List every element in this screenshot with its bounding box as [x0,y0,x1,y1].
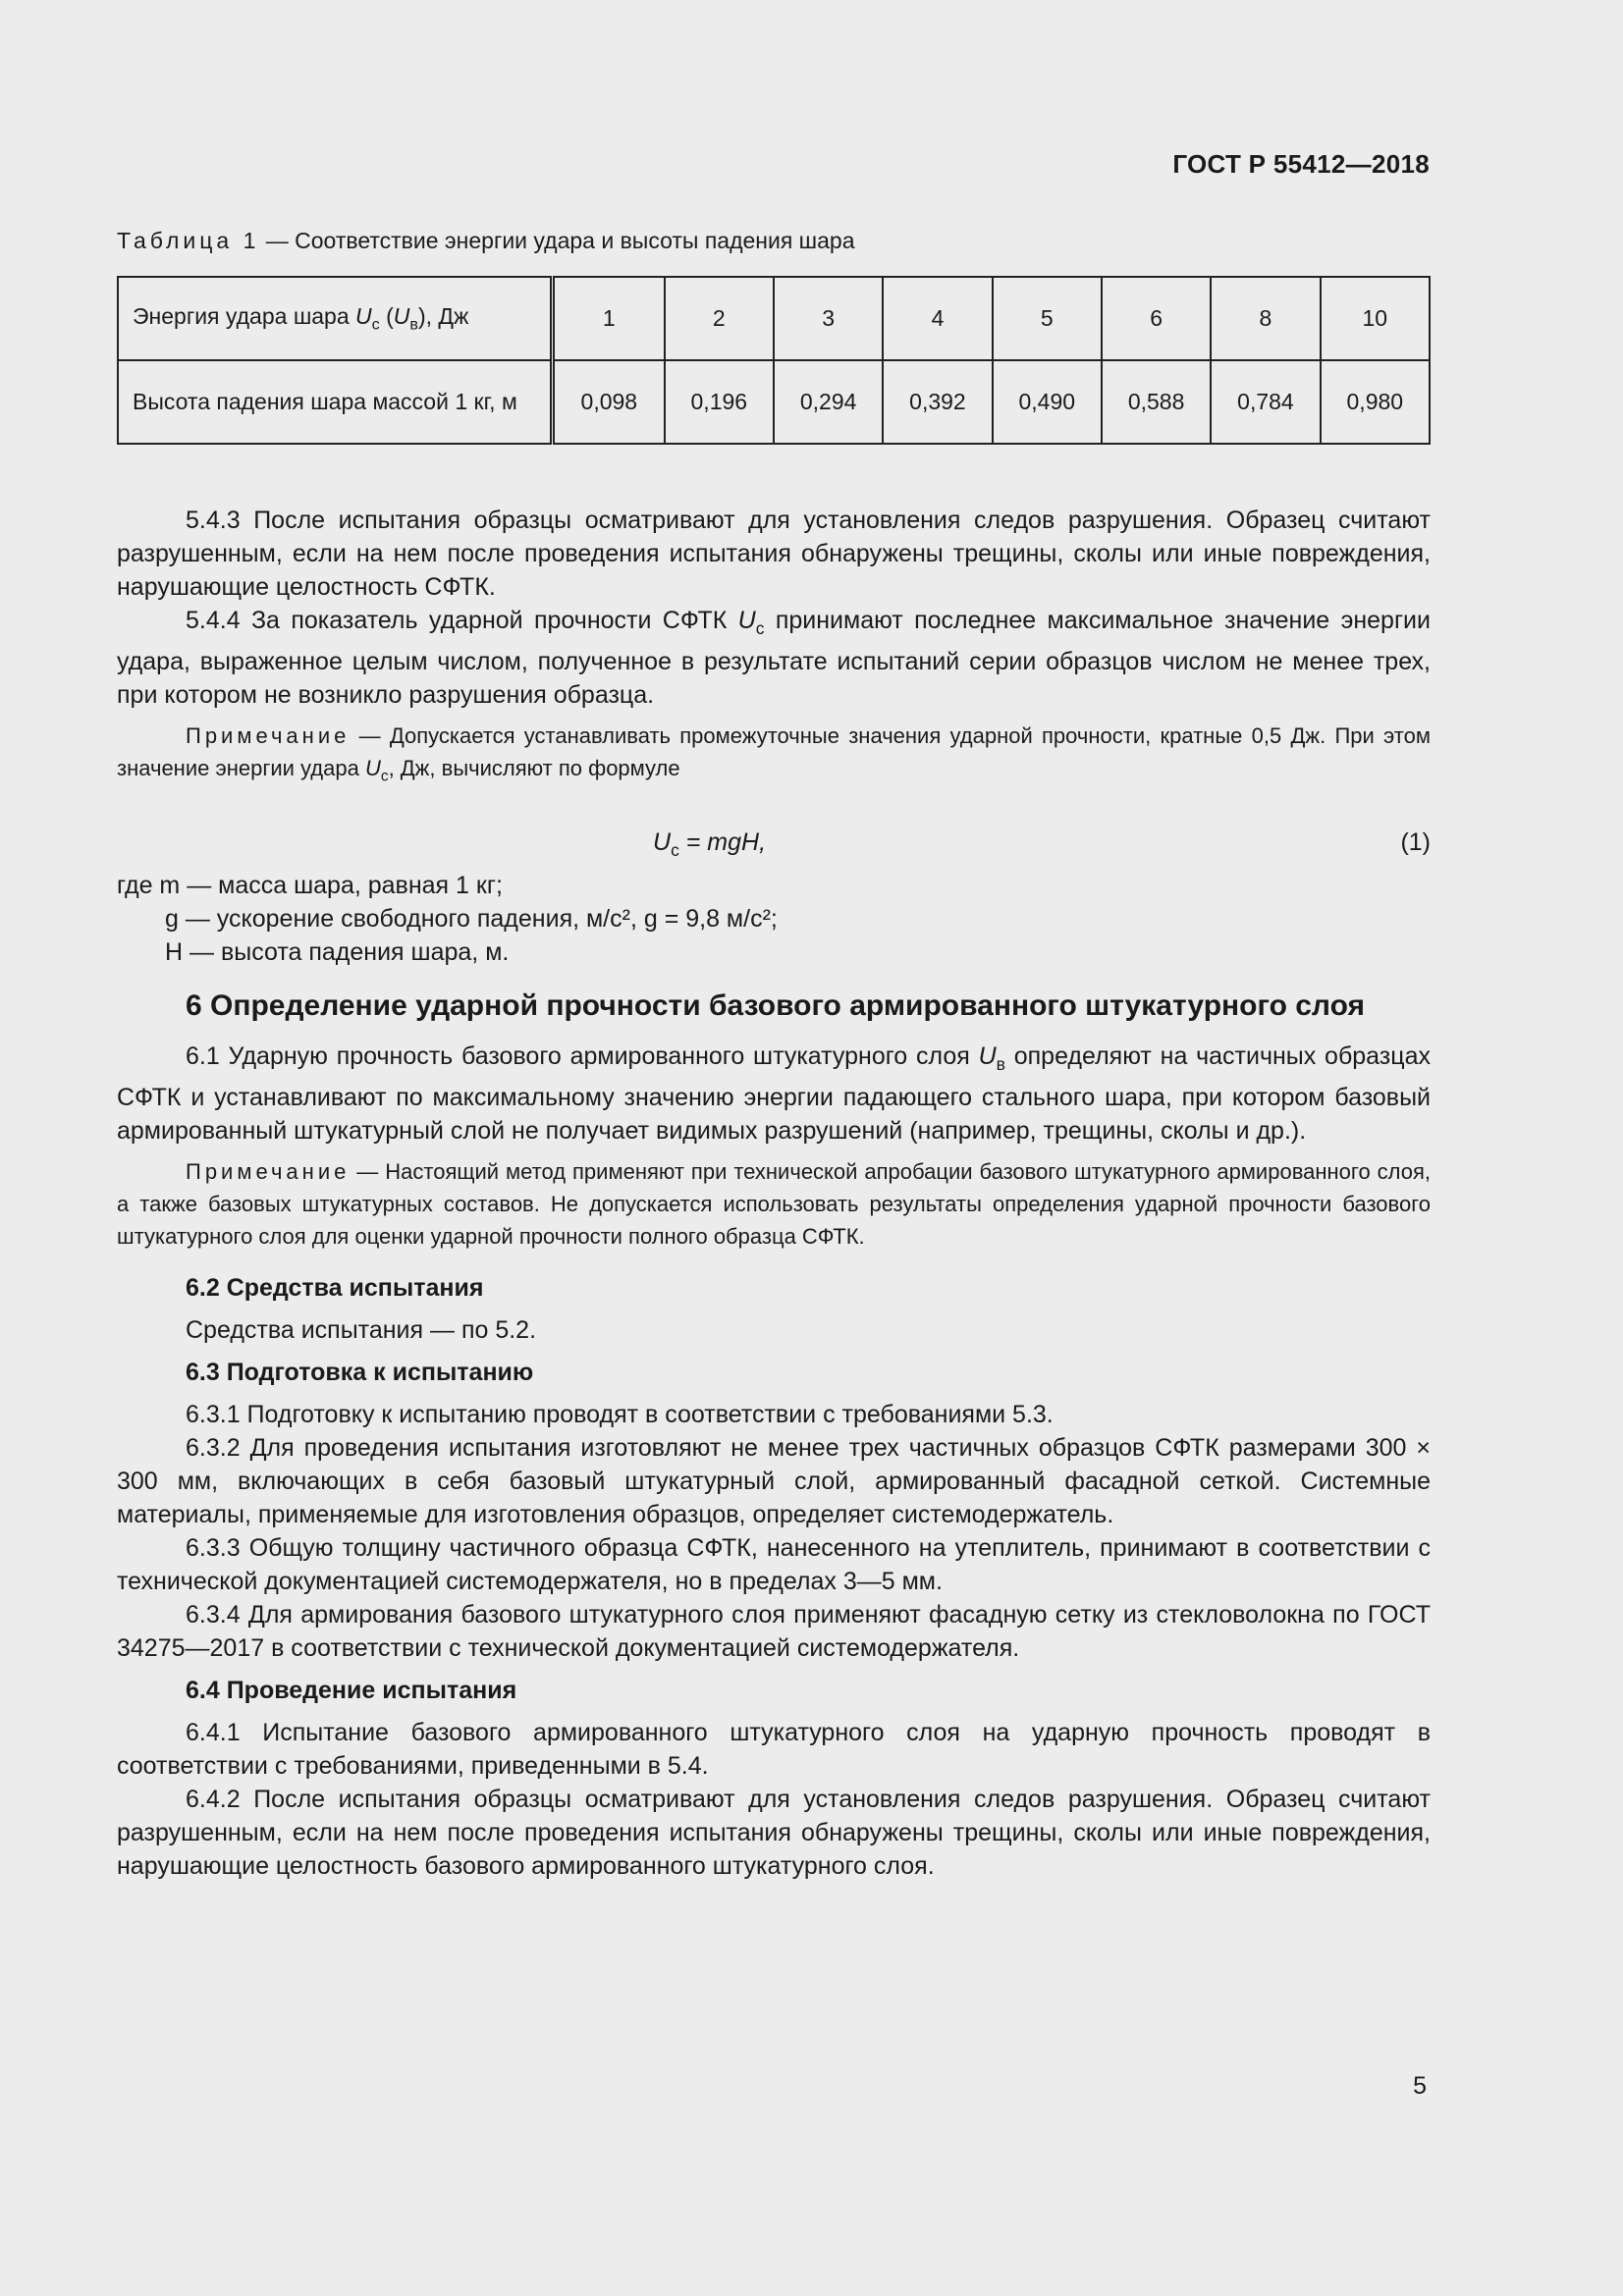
table-cell: 5 [993,277,1102,360]
paragraph-6-4-2: 6.4.2 После испытания образцы осматривают для установления следов разрушения. Образец считают разрушенным, если на нем после проведения испытания обнаружены трещины, сколы или иные повреждения, нарушающие целостность базового армированного штукатурного слоя. [117,1786,1431,1881]
section-6-title: 6 Определение ударной прочности базового армированного штукатурного слоя [186,989,1366,1023]
formula-1 [117,820,1431,869]
paragraph-6-3-1: 6.3.1 Подготовку к испытанию проводят в соответствии с требованиями 5.3. [186,1401,1054,1429]
table-cell: 6 [1102,277,1211,360]
table-cell: 1 [553,277,665,360]
paragraph-6-3-3: 6.3.3 Общую толщину частичного образца СФТК, нанесенного на утеплитель, принимают в соответствии с технической документацией системодержателя, но в пределах 3—5 мм. [117,1534,1431,1596]
table-cell: 0,392 [883,360,992,444]
table-header-energy: Энергия удара шара $U_c$ $(U_в)$, Дж [118,277,553,360]
paragraph-6-3-2: 6.3.2 Для проведения испытания изготовляют не менее трех частичных образцов СФТК размерами 300 × 300 мм, включающих в себя базовый штукатурный слой, армированный фасадной сеткой. Системные материалы, применяемые для изготовления образцов, определяет системодержатель. [117,1434,1431,1529]
table-cell: 0,784 [1211,360,1320,444]
subsection-6-4-title: 6.4 Проведение испытания [186,1677,517,1705]
table-cell: 0,490 [993,360,1102,444]
formula-number: (1) [1400,828,1431,857]
table-caption-label: Таблица 1 [117,228,260,253]
page-number: 5 [1413,2072,1427,2100]
where-h: H — высота падения шара, м. [165,938,510,967]
document-header: ГОСТ Р 55412—2018 [1172,149,1430,179]
document-body [117,504,1431,1883]
table-cell: 0,588 [1102,360,1211,444]
paragraph-6-4-1: 6.4.1 Испытание базового армированного штукатурного слоя на ударную прочность проводят в соответствии с требованиями, приведенными в 5.4. [117,1719,1431,1781]
paragraph-6-3-4: 6.3.4 Для армирования базового штукатурного слоя применяют фасадную сетку из стекловолокна по ГОСТ 34275—2017 в соответствии с технической документацией системодержателя. [117,1601,1431,1663]
paragraph-6-1: 6.1 Ударную прочность базового армированного штукатурного слоя $U_в$ определяют на частичных образцах СФТК и устанавливают по максимальному значению энергии падающего стального шара, при котором базовый армированный штукатурный слой не получает видимых разрушений (например, трещины, сколы и др.). [117,1042,1431,1146]
table-cell: 4 [883,277,992,360]
note-2: Примечание — Настоящий метод применяют при технической апробации базового штукатурного армированного слоя, а также базовых штукатурных составов. Не допускается использовать результаты определения ударной прочности базового штукатурного слоя для оценки ударной прочности полного образца СФТК. [117,1159,1431,1250]
table-caption [117,228,855,254]
where-m: где m — масса шара, равная 1 кг; [117,872,503,900]
energy-height-table [117,276,1431,445]
table-cell: 0,294 [774,360,883,444]
table-cell: 0,098 [553,360,665,444]
paragraph-5-4-4: 5.4.4 За показатель ударной прочности СФТК $U_c$ принимают последнее максимальное значение энергии удара, выраженное целым числом, полученное в результате испытаний серии образцов числом не менее трех, при котором не возникло разрушения образца. [117,607,1431,709]
table-cell: 0,196 [665,360,774,444]
table-cell: 8 [1211,277,1320,360]
table-cell: 10 [1321,277,1430,360]
where-g: g — ускорение свободного падения, м/с², g = 9,8 м/с²; [165,905,778,934]
formula-expression: $U_c$ = mgH, [653,828,767,861]
table-row-energy [118,277,1430,360]
table-header-height: Высота падения шара массой 1 кг, м [118,360,553,444]
table-cell: 3 [774,277,883,360]
note-1: Примечание — Допускается устанавливать промежуточные значения ударной прочности, кратные 0,5 Дж. При этом значение энергии удара $U_c$, Дж, вычисляют по формуле [117,723,1431,785]
subsection-6-3-title: 6.3 Подготовка к испытанию [186,1359,534,1387]
paragraph-6-2: Средства испытания — по 5.2. [186,1316,537,1345]
table-row-height [118,360,1430,444]
table-caption-text: — Соответствие энергии удара и высоты падения шара [259,228,855,253]
subsection-6-2-title: 6.2 Средства испытания [186,1274,484,1303]
table-cell: 2 [665,277,774,360]
paragraph-5-4-3: 5.4.3 После испытания образцы осматривают для установления следов разрушения. Образец считают разрушенным, если на нем после проведения испытания обнаружены трещины, сколы или иные повреждения, нарушающие целостность СФТК. [117,507,1431,601]
table-cell: 0,980 [1321,360,1430,444]
